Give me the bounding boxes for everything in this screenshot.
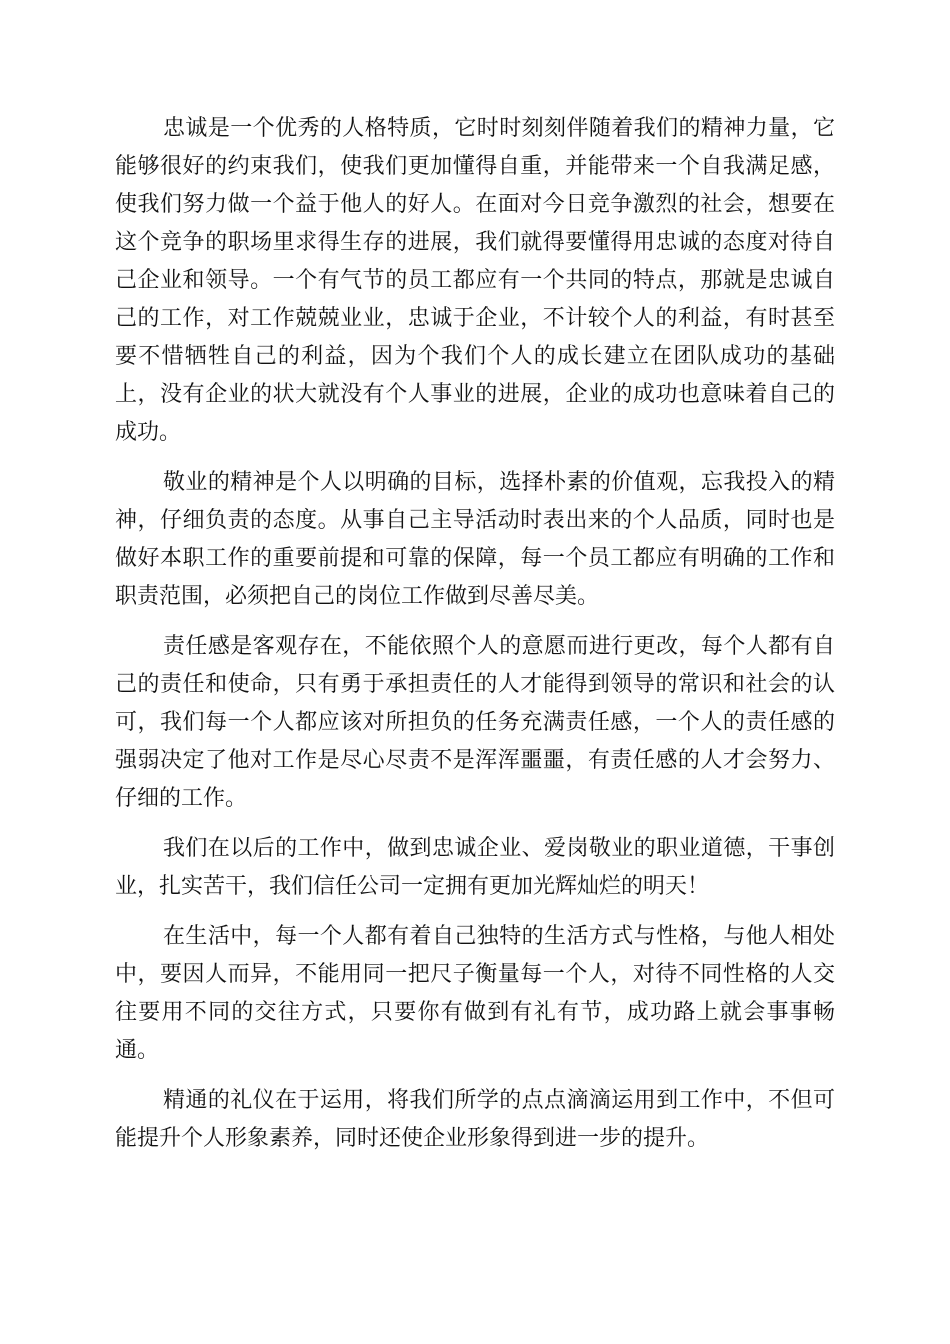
paragraph-loyalty: 忠诚是一个优秀的人格特质，它时时刻刻伴随着我们的精神力量，它能够很好的约束我们，使我们更加懂得自重，并能带来一个自我满足感，使我们努力做一个益于他人的好人。在面对今日竞争激烈的社会，想要在这个竞争的职场里求得生存的进展，我们就得要懂得用忠诚的态度对待自己企业和领导。一个有气节的员工都应有一个共同的特点，那就是忠诚自己的工作，对工作兢兢业业，忠诚于企业，不计较个人的利益，有时甚至要不惜牺牲自己的利益，因为个我们个人的成长建立在团队成功的基础上，没有企业的状大就没有个人事业的进展，企业的成功也意味着自己的成功。 xyxy=(115,116,835,445)
paragraph-responsibility: 责任感是客观存在，不能依照个人的意愿而进行更改，每个人都有自己的责任和使命，只有勇于承担责任的人才能得到领导的常识和社会的认可，我们每一个人都应该对所担负的任务充满责任感，一个人的责任感的强弱决定了他对工作是尽心尽责不是浑浑噩噩，有责任感的人才会努力、仔细的工作。 xyxy=(115,634,835,811)
paragraph-future-work: 我们在以后的工作中，做到忠诚企业、爱岗敬业的职业道德，干事创业，扎实苦干，我们信任公司一定拥有更加光辉灿烂的明天！ xyxy=(115,836,835,899)
document-body xyxy=(115,110,835,1158)
paragraph-dedication: 敬业的精神是个人以明确的目标，选择朴素的价值观，忘我投入的精神，仔细负责的态度。从事自己主导活动时表出来的个人品质，同时也是做好本职工作的重要前提和可靠的保障，每一个员工都应有明确的工作和职责范围，必须把自己的岗位工作做到尽善尽美。 xyxy=(115,470,835,609)
paragraph-interpersonal: 在生活中，每一个人都有着自己独特的生活方式与性格，与他人相处中，要因人而异，不能用同一把尺子衡量每一个人，对待不同性格的人交往要用不同的交往方式，只要你有做到有礼有节，成功路上就会事事畅通。 xyxy=(115,924,835,1063)
paragraph-etiquette: 精通的礼仪在于运用，将我们所学的点点滴滴运用到工作中，不但可能提升个人形象素养，同时还使企业形象得到进一步的提升。 xyxy=(115,1088,835,1151)
